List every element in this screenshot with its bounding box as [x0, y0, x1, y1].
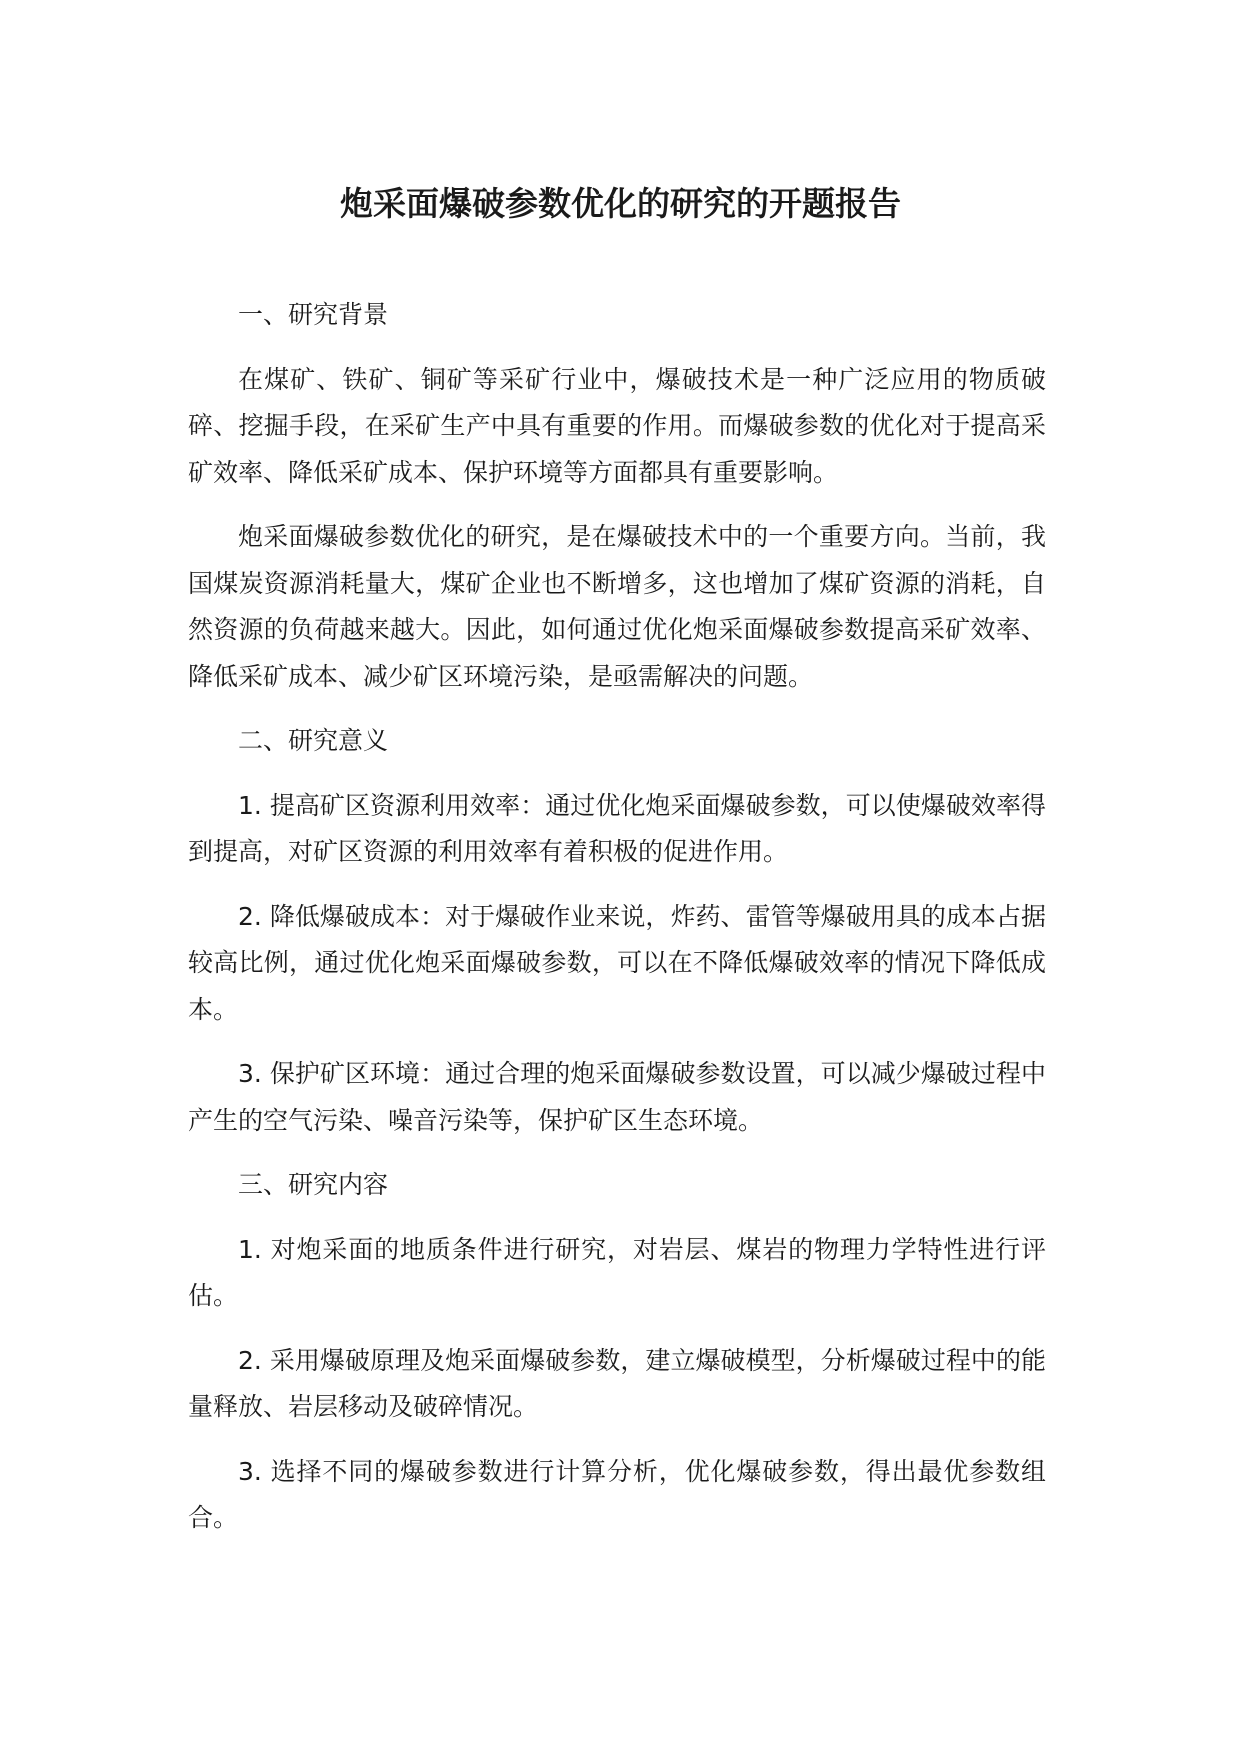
document-title: 炮采面爆破参数优化的研究的开题报告: [340, 184, 901, 223]
paragraph: 3. 选择不同的爆破参数进行计算分析，优化爆破参数，得出最优参数组合。: [188, 1456, 1046, 1532]
paragraph: 3. 保护矿区环境：通过合理的炮采面爆破参数设置，可以减少爆破过程中产生的空气污染、噪音污染等，保护矿区生态环境。: [188, 1059, 1046, 1135]
paragraph: 1. 对炮采面的地质条件进行研究，对岩层、煤岩的物理力学特性进行评估。: [188, 1234, 1046, 1310]
section-heading-content: 三、研究内容: [238, 1170, 389, 1199]
section-heading-significance: 二、研究意义: [238, 726, 389, 755]
paragraph: 炮采面爆破参数优化的研究，是在爆破技术中的一个重要方向。当前，我国煤炭资源消耗量大，煤矿企业也不断增多，这也增加了煤矿资源的消耗，自然资源的负荷越来越大。因此，如何通过优化炮采面爆破参数提高采矿效率、降低采矿成本、减少矿区环境污染，是亟需解决的问题。: [188, 522, 1046, 691]
paragraph: 在煤矿、铁矿、铜矿等采矿行业中，爆破技术是一种广泛应用的物质破碎、挖掘手段，在采矿生产中具有重要的作用。而爆破参数的优化对于提高采矿效率、降低采矿成本、保护环境等方面都具有重要影响。: [188, 364, 1046, 487]
paragraph: 2. 采用爆破原理及炮采面爆破参数，建立爆破模型，分析爆破过程中的能量释放、岩层移动及破碎情况。: [188, 1345, 1046, 1421]
section-heading-background: 一、研究背景: [238, 300, 389, 329]
paragraph: 2. 降低爆破成本：对于爆破作业来说，炸药、雷管等爆破用具的成本占据较高比例，通过优化炮采面爆破参数，可以在不降低爆破效率的情况下降低成本。: [188, 901, 1046, 1024]
paragraph: 1. 提高矿区资源利用效率：通过优化炮采面爆破参数，可以使爆破效率得到提高，对矿区资源的利用效率有着积极的促进作用。: [188, 790, 1046, 866]
document-body: [188, 292, 1046, 1560]
